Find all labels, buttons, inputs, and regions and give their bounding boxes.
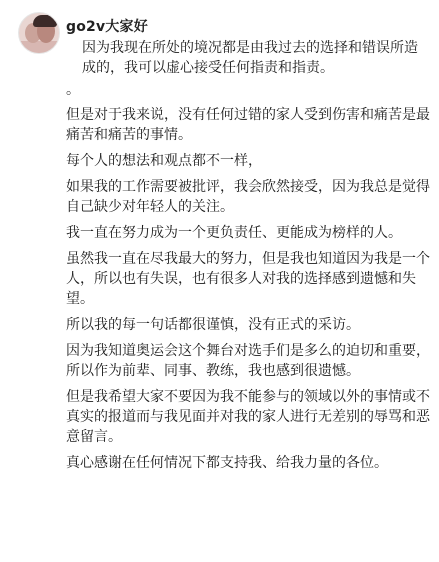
post-paragraph-2: 。: [66, 82, 80, 98]
post-paragraph-3: 但是对于我来说，没有任何过错的家人受到伤害和痛苦是最痛苦和痛苦的事情。: [66, 107, 430, 143]
post-paragraph-6: 我一直在努力成为一个更负责任、更能成为榜样的人。: [66, 225, 402, 241]
avatar-photo-clothing: [19, 41, 59, 54]
post-paragraph-10: 但是我希望大家不要因为我不能参与的领域以外的事情或不真实的报道而与我见面并对我的家人进行无差别的辱骂和恶意留言。: [66, 389, 430, 445]
avatar[interactable]: [18, 12, 60, 54]
post-paragraph-7: 虽然我一直在尽我最大的努力，但是我也知道因为我是一个人，所以也有失误，也有很多人对我的选择感到遗憾和失望。: [66, 251, 430, 307]
username-link[interactable]: go2v大家好: [66, 19, 148, 35]
post-paragraph-5: 如果我的工作需要被批评，我会欣然接受，因为我总是觉得自己缺少对年轻人的关注。: [66, 179, 430, 215]
post-paragraph-11: 真心感谢在任何情况下都支持我、给我力量的各位。: [66, 455, 388, 471]
post-text: [66, 38, 431, 473]
avatar-photo-hair: [33, 15, 57, 27]
post-paragraph-9: 因为我知道奥运会这个舞台对选手们是多么的迫切和重要，所以作为前辈、同事、教练，我也感到很遗憾。: [66, 343, 430, 379]
post-paragraph-1: 因为我现在所处的境况都是由我过去的选择和错误所造成的，我可以虚心接受任何指责和指责。: [82, 40, 418, 76]
post-paragraph-8: 所以我的每一句话都很谨慎，没有正式的采访。: [66, 317, 360, 333]
post-paragraph-4: 每个人的想法和观点都不一样，: [66, 153, 262, 169]
